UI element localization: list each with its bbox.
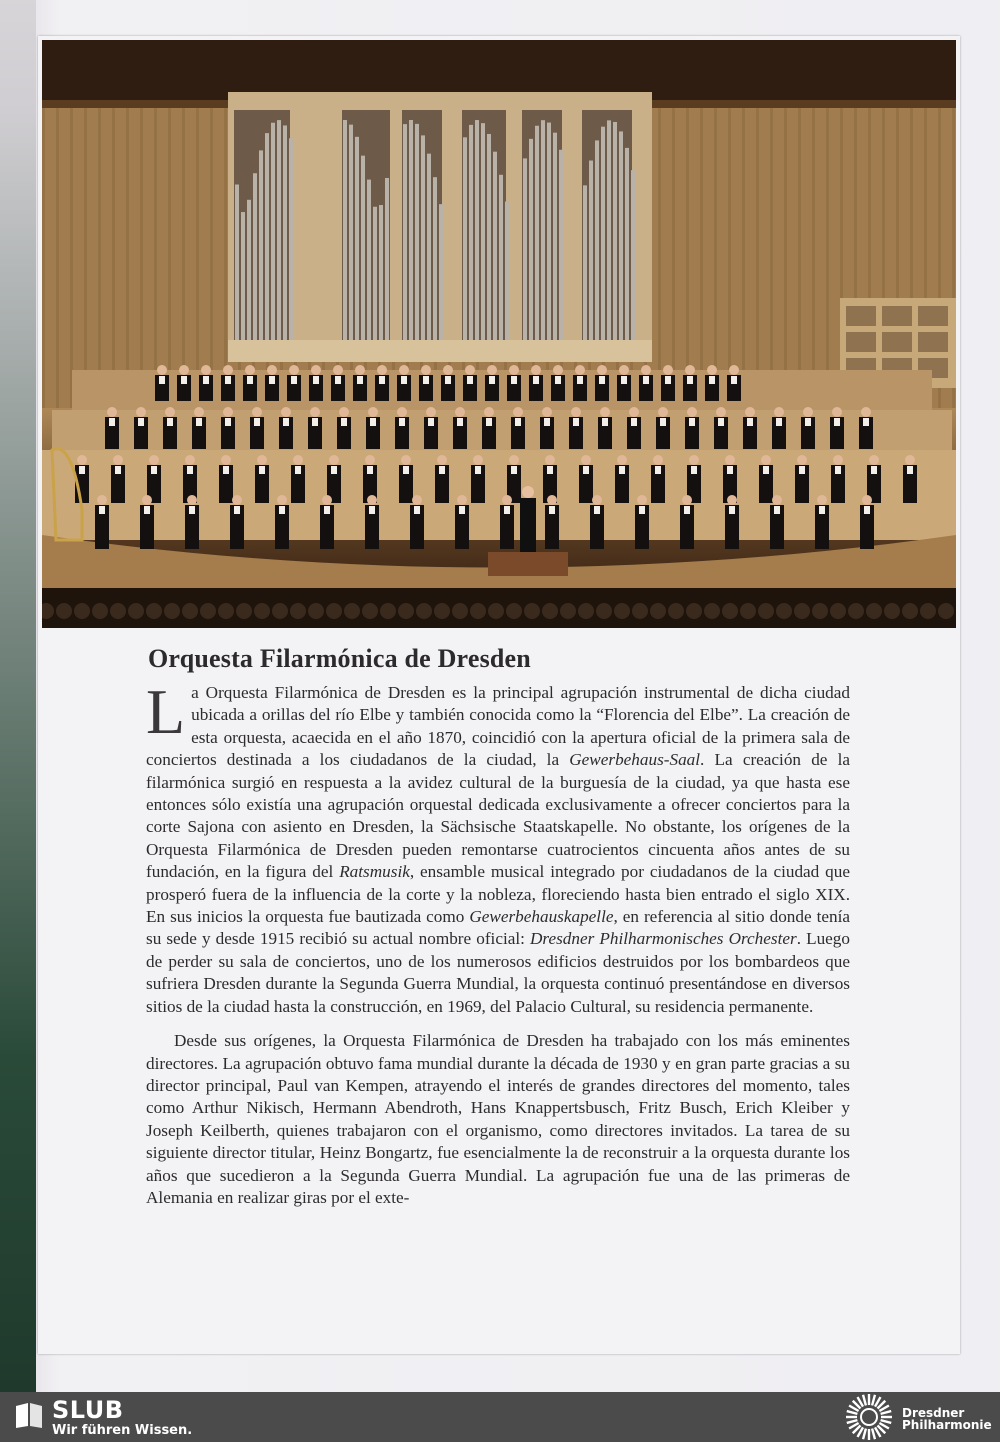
article-title: Orquesta Filarmónica de Dresden (148, 644, 531, 673)
library-name: SLUB (52, 1396, 124, 1424)
partner-name-line-2: Philharmonie (902, 1418, 992, 1432)
paragraph-1 (146, 676, 850, 1018)
binder-edge (0, 0, 36, 1392)
paragraph-2: Desde sus orígenes, la Orquesta Filarmónica de Dresden ha trabajado con los más eminentes directores. La agrupación obtuvo fama mundial durante la década de 1930 y en gran parte gracias a su director principal, Paul van Kempen, atrayendo el interés de grandes directores del momento, tales como Arthur Nikisch, Hermann Abendroth, Hans Knappertsbusch, Fritz Busch, Erich Kleiber y Joseph Keilberth, quienes trabajaron con el organismo, como directores invitados. La tarea de su siguiente director titular, Heinz Bongartz, fue esencialmente la de reconstruir a la orquesta durante los años que sucedieron a la Segunda Guerra Mundial. La agrupación fue una de las primeras de Alemania en realizar giras por el exte- (146, 1031, 850, 1207)
text-run: a Orquesta Filarmónica de Dresden es la principal agrupación instrumental de dicha ciudad ubicada a orillas del río Elbe y también conocida como la “Florencia del Elbe”. La creación de esta orquesta, acaecida en el año 1870, coincidió con la apertura oficial de la primera sala de conciertos destinada a los ciudadanos de la ciudad, la (146, 683, 850, 770)
drop-cap-letter: L (146, 676, 186, 747)
article-body (146, 676, 850, 1209)
text-run: , en referencia al sitio donde tenía su sede y desde 1915 recibió su actual nombre oficial: (146, 907, 850, 949)
footer-bar (0, 1392, 1000, 1442)
concert-hall-photo (42, 40, 956, 628)
text-run: . Luego de perder su sala de conciertos, uno de los numerosos edificios destruidos por los bombardeos que sufriera Dresden durante la Segunda Guerra Mundial, la orquesta continuó presentándose en diversos sitios de la ciudad hasta la construcción, en 1969, del Palacio Cultural, su residencia permanente. (146, 929, 850, 1016)
brochure-page (38, 36, 960, 1354)
philharmonie-sunburst-icon (842, 1392, 896, 1442)
italic-term: Dresdner Philharmonisches Orchester (530, 929, 797, 949)
text-run: , ensamble musical integrado por ciudadanos de la ciudad que prosperó fuera de la influencia de la corte y la nobleza, floreciendo hasta bien entrado el siglo XIX. En sus inicios la orquesta fue bautizada como (146, 862, 850, 927)
library-slogan: Wir führen Wissen. (52, 1423, 193, 1438)
slub-book-icon (14, 1400, 44, 1430)
text-run: . La creación de la filarmónica surgió en respuesta a la avidez cultural de la burguesía de la ciudad, ya que hasta ese entonces sólo existía una agrupación orquestal dedicada exclusivamente a ofrecer conciertos para la corte Sajona con asiento en Dresden, la Sächsische Staatskapelle. No obstante, los orígenes de la Orquesta Filarmónica de Dresden pueden remontarse cuatrocientos cincuenta años antes de su fundación, en la figura del (146, 750, 850, 882)
italic-term: Gewerbehaus-Saal (569, 750, 701, 770)
partner-name (902, 1407, 998, 1431)
orchestra-on-stage-illustration (42, 40, 956, 628)
italic-term: Ratsmusik (339, 862, 410, 882)
partner-name-line-1: Dresdner (902, 1406, 965, 1420)
italic-term: Gewerbehauskapelle (469, 907, 614, 927)
